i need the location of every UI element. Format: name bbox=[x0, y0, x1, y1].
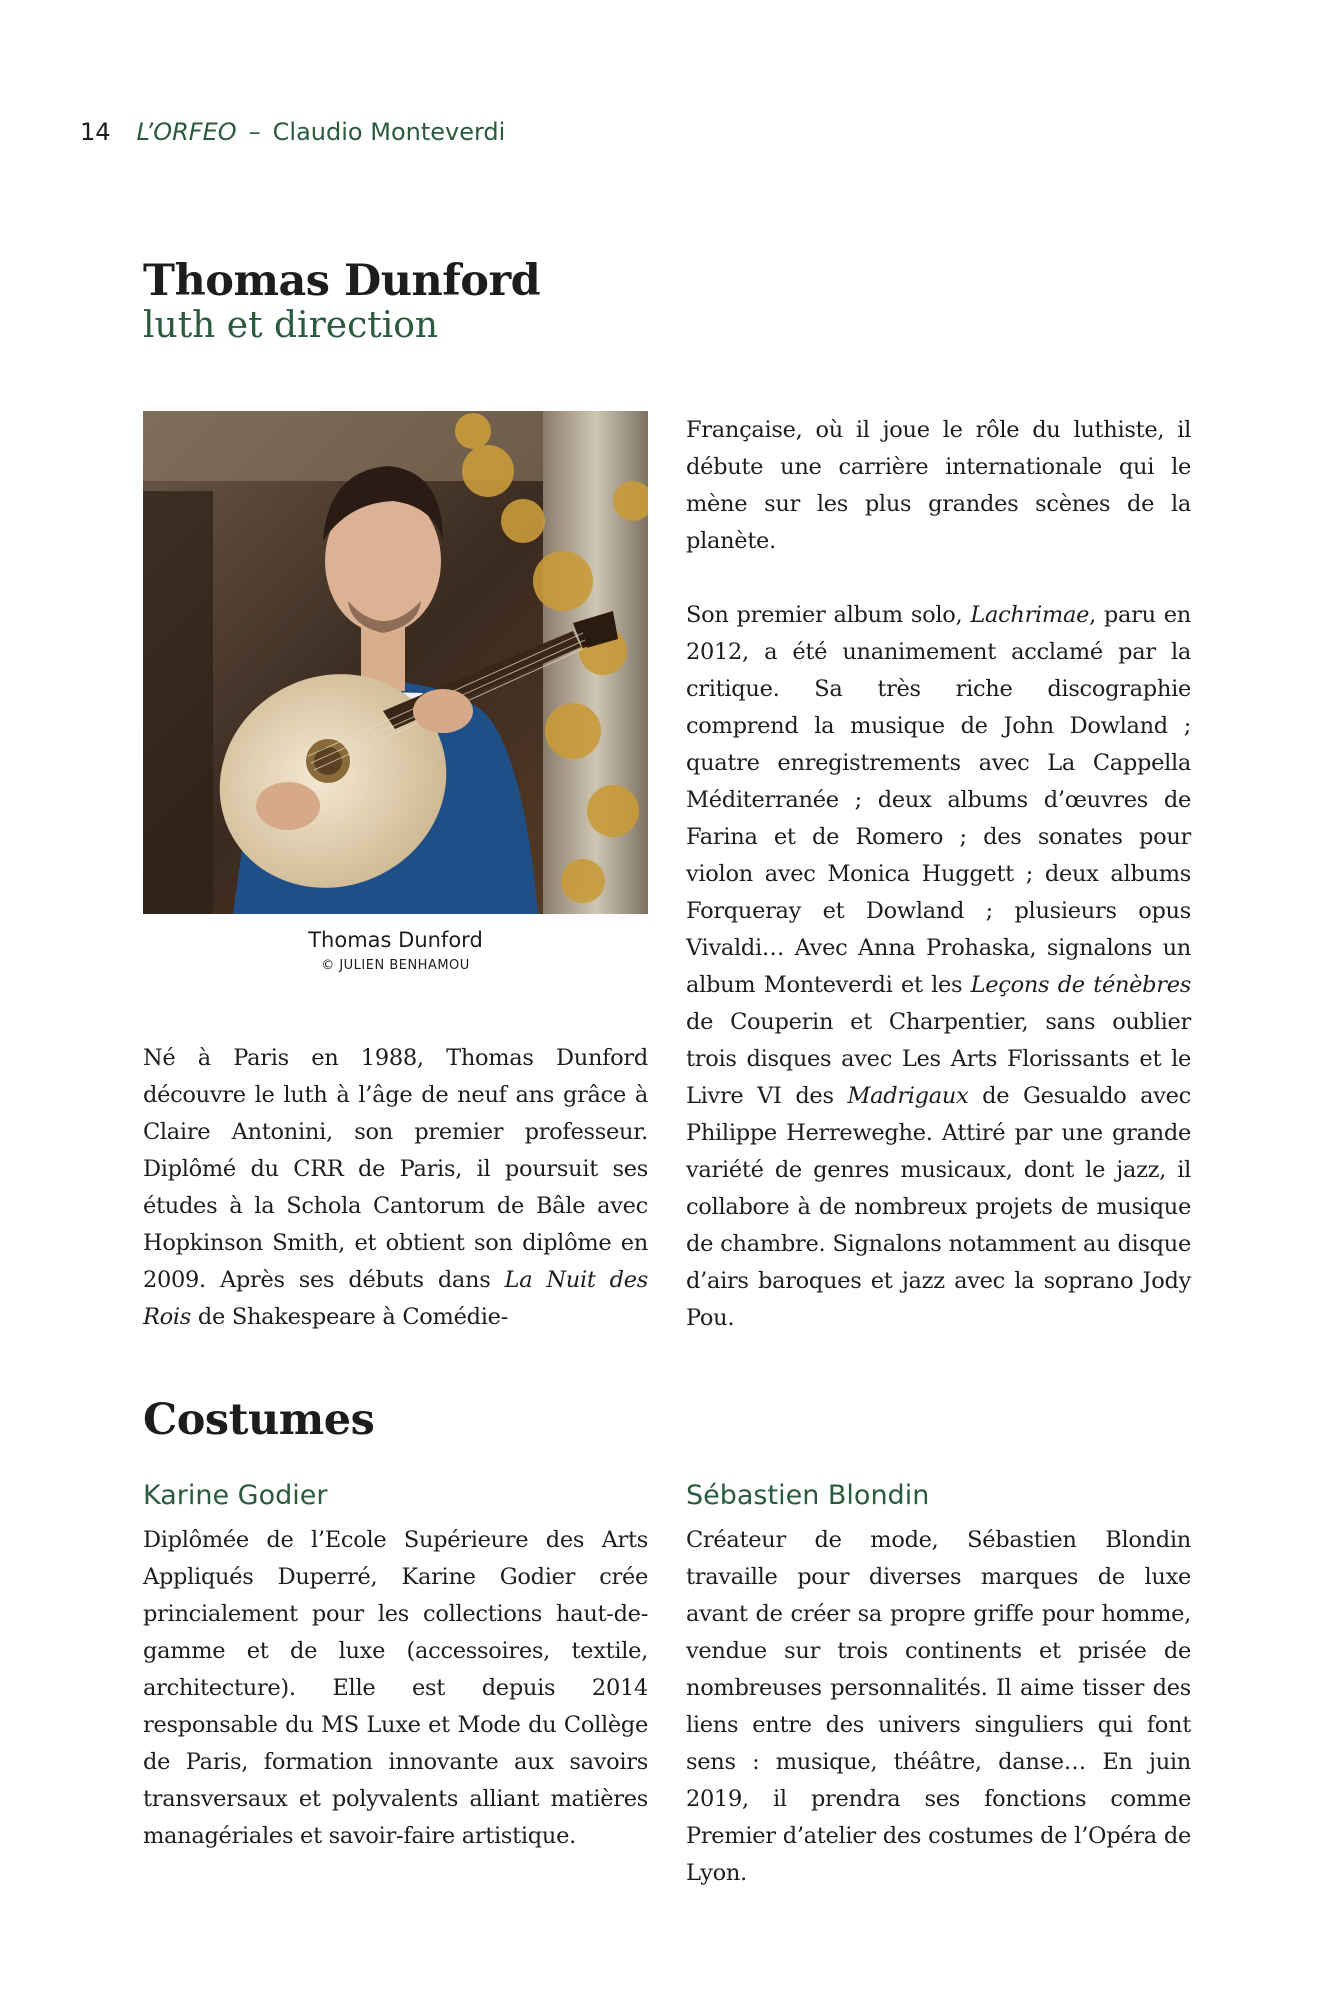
bio-text: Son premier album solo, bbox=[686, 602, 971, 628]
header-separator: – bbox=[248, 118, 261, 146]
work-title-italic: Leçons de ténèbres bbox=[970, 972, 1191, 998]
page-number: 14 bbox=[80, 118, 111, 146]
photo-illustration bbox=[143, 411, 648, 914]
bio-text: , paru en 2012, a été unanimement acclamé par la critique. Sa très riche discographie comprend la musique de John Dowland ; quatre enregistrements avec La Cappella Méditerranée ; deux albums d’œuvres de Farina et de Romero ; des sonates pour violon avec Monica Huggett ; deux albums Forqueray et Dowland ; plusieurs opus Vivaldi… Avec Anna Prohaska, signalons un album Monteverdi et les bbox=[686, 602, 1191, 998]
bio-text: de Gesualdo avec Philippe Herreweghe. Attiré par une grande variété de genres musicaux, dont le jazz, il collabore à de nombreux projets de musique de chambre. Signalons notamment au disque d’airs baroques et jazz avec la soprano Jody Pou. bbox=[686, 1083, 1191, 1331]
costumes-heading: Costumes bbox=[143, 1395, 375, 1445]
costume-designer-2-bio bbox=[686, 1522, 1191, 1892]
bio-text: Créateur de mode, Sébastien Blondin travaille pour diverses marques de luxe avant de créer sa propre griffe pour homme, vendue sur trois continents et prisée de nombreuses personnalités. Il aime tisser des liens entre des univers singuliers qui font sens : musique, théâtre, danse… En juin 2019, il prendra ses fonctions comme Premier d’atelier des costumes de l’Opéra de Lyon. bbox=[686, 1527, 1191, 1886]
bio-right-column bbox=[686, 412, 1191, 1337]
artist-photo bbox=[143, 411, 648, 914]
photo-credit: © JULIEN BENHAMOU bbox=[321, 958, 470, 973]
bio-paragraph-2: Française, où il joue le rôle du luthiste, il débute une carrière internationale qui le mène sur les plus grandes scènes de la planète. bbox=[686, 417, 1191, 554]
play-title: La Nuit des Rois bbox=[143, 1267, 648, 1330]
artist-name-heading: Thomas Dunford bbox=[143, 256, 541, 306]
bio-text: de Couperin et Charpentier, sans oublier trois disques avec Les Arts Florissants et le Livre VI des bbox=[686, 1009, 1191, 1109]
composer-name: Claudio Monteverdi bbox=[272, 118, 506, 146]
album-title: Lachrimae bbox=[970, 602, 1090, 628]
artist-role: luth et direction bbox=[143, 305, 439, 346]
photo-caption: Thomas Dunford bbox=[308, 928, 483, 952]
work-title: L’ORFEO bbox=[136, 118, 237, 146]
bio-text: Né à Paris en 1988, Thomas Dunford découvre le luth à l’âge de neuf ans grâce à Claire Antonini, son premier professeur. Diplômé du CRR de Paris, il poursuit ses études à la Schola Cantorum de Bâle avec Hopkinson Smith, et obtient son diplôme en 2009. Après ses débuts dans bbox=[143, 1045, 648, 1293]
bio-text: de Shakespeare à Comédie- bbox=[191, 1304, 508, 1330]
bio-text: Diplômée de l’Ecole Supérieure des Arts Appliqués Duperré, Karine Godier crée princialement pour les collections haut-de-gamme et de luxe (accessoires, textile, architecture). Elle est depuis 2014 responsable du MS Luxe et Mode du Collège de Paris, formation innovante aux savoirs transversaux et polyvalents alliant matières managériales et savoir-faire artistique. bbox=[143, 1527, 648, 1849]
costume-designer-1-bio bbox=[143, 1522, 648, 1855]
costume-designer-2-name: Sébastien Blondin bbox=[686, 1480, 930, 1511]
bio-paragraph-1 bbox=[143, 1040, 648, 1336]
running-header bbox=[80, 118, 505, 146]
bio-paragraph-3 bbox=[686, 597, 1191, 1337]
bio-left-column bbox=[143, 1040, 648, 1336]
work-title-italic: Madrigaux bbox=[847, 1083, 969, 1109]
costume-designer-1-name: Karine Godier bbox=[143, 1480, 328, 1511]
